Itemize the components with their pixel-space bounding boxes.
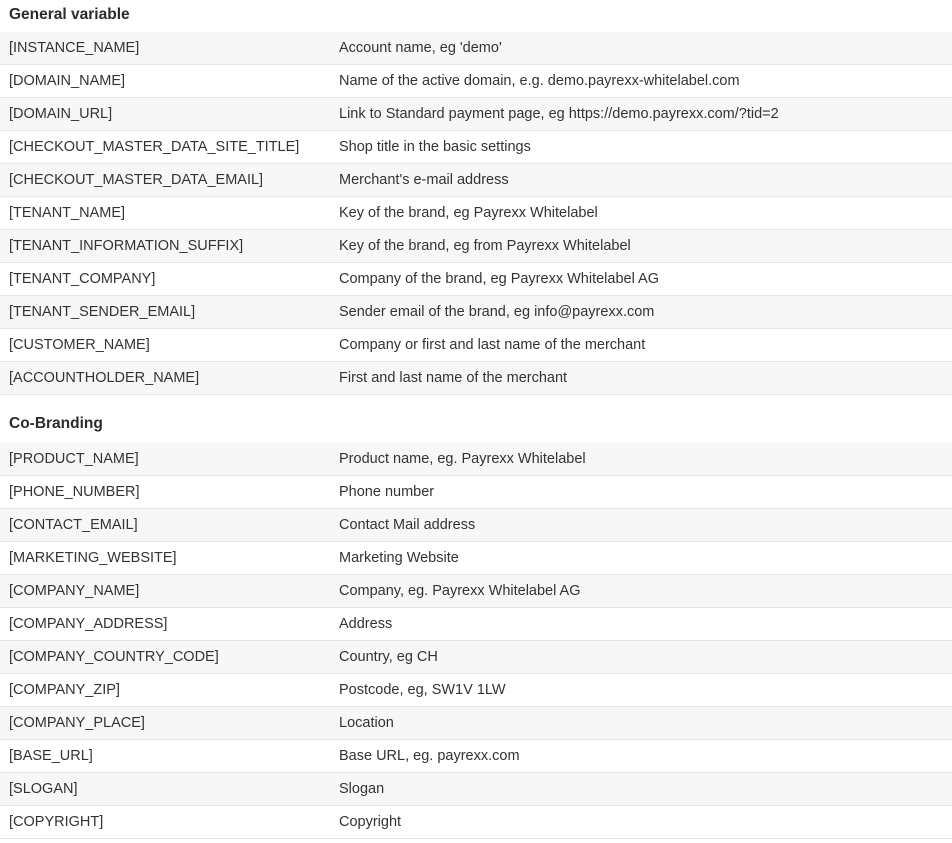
variable-description: Company of the brand, eg Payrexx Whitelabel AG [330, 263, 952, 296]
variable-description: Contact Mail address [330, 509, 952, 542]
table-row [0, 773, 952, 806]
variable-description: Phone number [330, 476, 952, 509]
general-variable-table [0, 32, 952, 395]
variable-description: Shop title in the basic settings [330, 131, 952, 164]
table-row [0, 443, 952, 476]
table-row [0, 806, 952, 839]
variable-name: [TENANT_COMPANY] [0, 263, 330, 296]
variable-description: Sender email of the brand, eg info@payrexx.com [330, 296, 952, 329]
table-row [0, 98, 952, 131]
variable-description: Product name, eg. Payrexx Whitelabel [330, 443, 952, 476]
variable-description: Account name, eg 'demo' [330, 32, 952, 65]
section-title-co-branding: Co-Branding [9, 415, 103, 432]
variable-name: [ACCOUNTHOLDER_NAME] [0, 362, 330, 395]
variable-name: [TENANT_INFORMATION_SUFFIX] [0, 230, 330, 263]
variable-description: Country, eg CH [330, 641, 952, 674]
variable-description: Company, eg. Payrexx Whitelabel AG [330, 575, 952, 608]
table-row [0, 641, 952, 674]
variable-description: Name of the active domain, e.g. demo.payrexx-whitelabel.com [330, 65, 952, 98]
variable-name: [DOMAIN_URL] [0, 98, 330, 131]
co-branding-table [0, 443, 952, 839]
variable-name: [CONTACT_EMAIL] [0, 509, 330, 542]
variable-name: [COMPANY_NAME] [0, 575, 330, 608]
table-row [0, 509, 952, 542]
variable-name: [CUSTOMER_NAME] [0, 329, 330, 362]
table-row [0, 362, 952, 395]
section-title-general-variable: General variable [9, 6, 130, 23]
variable-name: [COMPANY_COUNTRY_CODE] [0, 641, 330, 674]
variable-description: First and last name of the merchant [330, 362, 952, 395]
variable-name: [COMPANY_PLACE] [0, 707, 330, 740]
variable-name: [PHONE_NUMBER] [0, 476, 330, 509]
variable-description: Address [330, 608, 952, 641]
variable-name: [COPYRIGHT] [0, 806, 330, 839]
variable-name: [SLOGAN] [0, 773, 330, 806]
variable-description: Key of the brand, eg from Payrexx Whitelabel [330, 230, 952, 263]
table-row [0, 263, 952, 296]
table-row [0, 707, 952, 740]
variable-name: [COMPANY_ADDRESS] [0, 608, 330, 641]
table-row [0, 575, 952, 608]
table-row [0, 740, 952, 773]
variable-name: [PRODUCT_NAME] [0, 443, 330, 476]
variable-description: Company or first and last name of the merchant [330, 329, 952, 362]
table-row [0, 65, 952, 98]
table-row [0, 230, 952, 263]
variable-name: [INSTANCE_NAME] [0, 32, 330, 65]
table-row [0, 608, 952, 641]
variable-name: [MARKETING_WEBSITE] [0, 542, 330, 575]
variable-description: Postcode, eg, SW1V 1LW [330, 674, 952, 707]
variable-description: Location [330, 707, 952, 740]
table-row [0, 674, 952, 707]
table-row [0, 542, 952, 575]
table-row [0, 131, 952, 164]
variable-description: Key of the brand, eg Payrexx Whitelabel [330, 197, 952, 230]
table-row [0, 329, 952, 362]
variable-name: [TENANT_NAME] [0, 197, 330, 230]
variable-name: [CHECKOUT_MASTER_DATA_EMAIL] [0, 164, 330, 197]
variable-description: Slogan [330, 773, 952, 806]
table-row [0, 476, 952, 509]
table-row [0, 32, 952, 65]
variable-name: [CHECKOUT_MASTER_DATA_SITE_TITLE] [0, 131, 330, 164]
table-row [0, 197, 952, 230]
table-row [0, 164, 952, 197]
variable-name: [BASE_URL] [0, 740, 330, 773]
variable-name: [COMPANY_ZIP] [0, 674, 330, 707]
variable-name: [DOMAIN_NAME] [0, 65, 330, 98]
variable-description: Copyright [330, 806, 952, 839]
variable-description: Marketing Website [330, 542, 952, 575]
variable-name: [TENANT_SENDER_EMAIL] [0, 296, 330, 329]
variable-description: Link to Standard payment page, eg https://demo.payrexx.com/?tid=2 [330, 98, 952, 131]
variable-description: Merchant's e-mail address [330, 164, 952, 197]
table-row [0, 296, 952, 329]
variable-description: Base URL, eg. payrexx.com [330, 740, 952, 773]
